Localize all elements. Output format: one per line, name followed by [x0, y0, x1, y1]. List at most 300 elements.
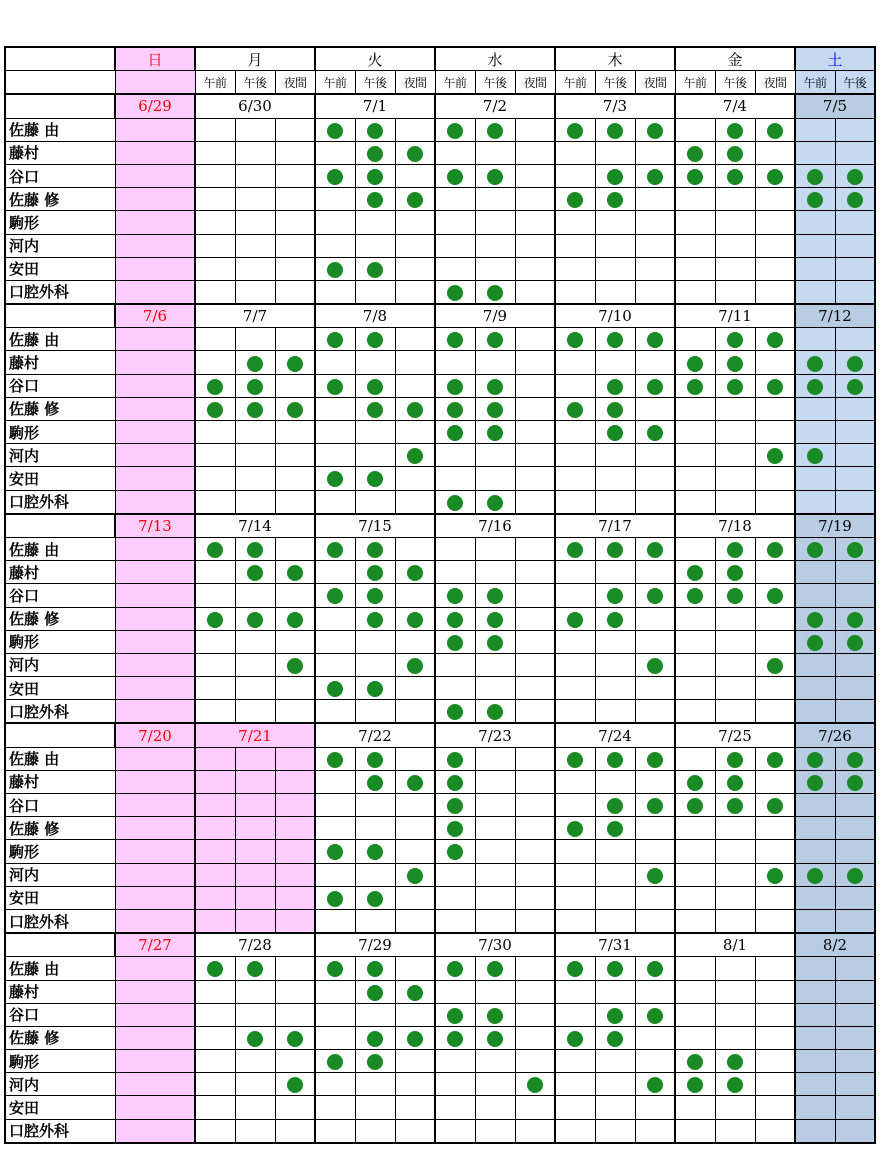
slot-cell — [675, 886, 715, 909]
duty-dot-icon — [847, 752, 863, 768]
duty-dot-icon — [487, 285, 503, 301]
slot-cell — [555, 630, 595, 653]
duty-dot-icon — [327, 471, 343, 487]
slot-cell — [275, 794, 315, 817]
slot-cell — [715, 141, 755, 164]
slot-cell — [755, 957, 795, 980]
slot-cell — [315, 700, 355, 724]
staff-name: 藤村 — [5, 141, 115, 164]
slot-cell — [515, 630, 555, 653]
slot-cell — [515, 421, 555, 444]
slot-cell — [475, 1119, 515, 1143]
slot-cell — [435, 770, 475, 793]
duty-dot-icon — [647, 961, 663, 977]
sun-cell — [115, 561, 195, 584]
slot-cell — [235, 630, 275, 653]
date-sun: 7/13 — [115, 514, 195, 538]
slot-cell — [195, 584, 235, 607]
slot-cell — [715, 909, 755, 933]
slot-cell — [515, 770, 555, 793]
duty-dot-icon — [207, 542, 223, 558]
slot-cell — [595, 863, 635, 886]
sat-slot-cell — [795, 328, 835, 351]
sat-slot-cell — [835, 328, 875, 351]
slot-cell — [715, 863, 755, 886]
slot-cell — [715, 537, 755, 560]
slot-cell — [195, 280, 235, 304]
slot-cell — [275, 280, 315, 304]
slot-cell — [555, 444, 595, 467]
duty-dot-icon — [847, 542, 863, 558]
slot-cell — [555, 467, 595, 490]
duty-dot-icon — [647, 123, 663, 139]
duty-dot-icon — [727, 1054, 743, 1070]
sun-cell — [115, 957, 195, 980]
staff-name: 佐藤 由 — [5, 118, 115, 141]
slot-cell — [195, 863, 235, 886]
duty-dot-icon — [607, 425, 623, 441]
sat-slot-cell — [835, 1096, 875, 1119]
duty-dot-icon — [367, 844, 383, 860]
week-date-row — [5, 933, 875, 957]
slot-cell — [515, 234, 555, 257]
slot-cell — [755, 444, 795, 467]
slot-cell — [235, 1096, 275, 1119]
sun-cell — [115, 351, 195, 374]
slot-cell — [635, 467, 675, 490]
slot-cell — [635, 1003, 675, 1026]
slot-cell — [515, 677, 555, 700]
staff-name: 口腔外科 — [5, 700, 115, 724]
sat-slot-cell — [835, 421, 875, 444]
slot-cell — [755, 630, 795, 653]
staff-row — [5, 537, 875, 560]
sun-cell — [115, 444, 195, 467]
duty-dot-icon — [487, 961, 503, 977]
slot-cell — [515, 980, 555, 1003]
duty-dot-icon — [807, 379, 823, 395]
duty-dot-icon — [647, 169, 663, 185]
slot-cell — [475, 188, 515, 211]
duty-dot-icon — [687, 356, 703, 372]
slot-cell — [475, 980, 515, 1003]
slot-cell — [355, 677, 395, 700]
date-sat: 7/12 — [795, 304, 875, 328]
duty-dot-icon — [367, 379, 383, 395]
duty-dot-icon — [287, 1031, 303, 1047]
slot-cell — [235, 1003, 275, 1026]
slot-cell — [315, 490, 355, 514]
slot-cell — [555, 1026, 595, 1049]
slot-cell — [515, 257, 555, 280]
date-sat: 8/2 — [795, 933, 875, 957]
staff-name: 谷口 — [5, 374, 115, 397]
sun-cell — [115, 863, 195, 886]
slot-cell — [515, 1050, 555, 1073]
slot-cell — [195, 397, 235, 420]
duty-dot-icon — [647, 868, 663, 884]
sun-cell — [115, 397, 195, 420]
slot-cell — [555, 490, 595, 514]
duty-dot-icon — [247, 612, 263, 628]
slot-cell — [635, 794, 675, 817]
slot-cell — [275, 1003, 315, 1026]
slot-cell — [515, 700, 555, 724]
slot-cell — [195, 677, 235, 700]
slot-cell — [395, 817, 435, 840]
sun-cell — [115, 421, 195, 444]
slot-cell — [195, 653, 235, 676]
sun-cell — [115, 257, 195, 280]
slot-cell — [275, 374, 315, 397]
slot-cell — [395, 630, 435, 653]
date-cell: 7/28 — [195, 933, 315, 957]
slot-cell — [595, 118, 635, 141]
slot-cell — [355, 351, 395, 374]
slot-cell — [595, 1026, 635, 1049]
slot-cell — [435, 700, 475, 724]
slot-cell — [275, 397, 315, 420]
duty-dot-icon — [647, 332, 663, 348]
slot-cell — [475, 584, 515, 607]
slot-cell — [435, 234, 475, 257]
slot-cell — [715, 957, 755, 980]
slot-cell — [555, 840, 595, 863]
duty-dot-icon — [447, 635, 463, 651]
duty-dot-icon — [807, 542, 823, 558]
sat-slot-cell — [835, 141, 875, 164]
slot-cell — [595, 164, 635, 187]
slot-cell — [635, 980, 675, 1003]
slot-cell — [675, 863, 715, 886]
staff-row — [5, 164, 875, 187]
sun-cell — [115, 677, 195, 700]
slot-cell — [355, 164, 395, 187]
slot-cell — [315, 677, 355, 700]
date-cell: 7/16 — [435, 514, 555, 538]
slot-cell — [755, 886, 795, 909]
slot-cell — [675, 1026, 715, 1049]
slot-cell — [395, 141, 435, 164]
slot-cell — [555, 374, 595, 397]
duty-dot-icon — [767, 798, 783, 814]
staff-name: 駒形 — [5, 211, 115, 234]
slot-cell — [355, 374, 395, 397]
slot-label: 午後 — [715, 71, 755, 95]
staff-row — [5, 630, 875, 653]
slot-cell — [315, 444, 355, 467]
sat-slot-cell — [795, 561, 835, 584]
slot-cell — [195, 817, 235, 840]
slot-cell — [395, 957, 435, 980]
slot-cell — [355, 863, 395, 886]
slot-cell — [315, 1003, 355, 1026]
slot-cell — [755, 188, 795, 211]
duty-dot-icon — [407, 402, 423, 418]
slot-label: 夜間 — [635, 71, 675, 95]
duty-dot-icon — [567, 752, 583, 768]
sat-slot-cell — [835, 747, 875, 770]
slot-cell — [635, 234, 675, 257]
slot-cell — [315, 188, 355, 211]
slot-cell — [635, 770, 675, 793]
slot-cell — [555, 351, 595, 374]
sat-slot-cell — [795, 1119, 835, 1143]
slot-cell — [515, 118, 555, 141]
sat-slot-cell — [795, 677, 835, 700]
slot-cell — [755, 700, 795, 724]
sun-cell — [115, 794, 195, 817]
slot-cell — [715, 1050, 755, 1073]
slot-cell — [355, 561, 395, 584]
slot-cell — [395, 118, 435, 141]
duty-dot-icon — [767, 658, 783, 674]
slot-cell — [355, 397, 395, 420]
day-label: 火 — [315, 47, 435, 71]
slot-cell — [595, 886, 635, 909]
slot-cell — [475, 957, 515, 980]
staff-row — [5, 653, 875, 676]
duty-dot-icon — [767, 123, 783, 139]
duty-dot-icon — [567, 332, 583, 348]
duty-dot-icon — [367, 752, 383, 768]
slot-cell — [595, 188, 635, 211]
date-cell: 7/14 — [195, 514, 315, 538]
duty-dot-icon — [687, 379, 703, 395]
slot-cell — [235, 490, 275, 514]
duty-dot-icon — [447, 588, 463, 604]
duty-dot-icon — [807, 448, 823, 464]
duty-dot-icon — [447, 379, 463, 395]
date-cell: 7/1 — [315, 94, 435, 118]
duty-dot-icon — [607, 402, 623, 418]
slot-cell — [235, 1073, 275, 1096]
staff-name: 口腔外科 — [5, 909, 115, 933]
date-cell: 7/23 — [435, 723, 555, 747]
staff-name: 佐藤 由 — [5, 328, 115, 351]
date-cell: 7/2 — [435, 94, 555, 118]
slot-cell — [595, 374, 635, 397]
slot-cell — [195, 840, 235, 863]
staff-row — [5, 444, 875, 467]
duty-dot-icon — [447, 821, 463, 837]
staff-row — [5, 886, 875, 909]
duty-dot-icon — [807, 612, 823, 628]
slot-cell — [355, 1003, 395, 1026]
slot-cell — [515, 607, 555, 630]
slot-cell — [275, 118, 315, 141]
slot-cell — [595, 234, 635, 257]
duty-dot-icon — [727, 379, 743, 395]
staff-row — [5, 1119, 875, 1143]
staff-row — [5, 397, 875, 420]
slot-cell — [515, 957, 555, 980]
staff-row — [5, 374, 875, 397]
staff-name: 佐藤 由 — [5, 537, 115, 560]
day-label-sun: 日 — [115, 47, 195, 71]
slot-cell — [435, 421, 475, 444]
date-cell: 6/30 — [195, 94, 315, 118]
slot-cell — [555, 770, 595, 793]
slot-cell — [235, 537, 275, 560]
slot-cell — [315, 607, 355, 630]
date-cell: 7/10 — [555, 304, 675, 328]
sat-slot-cell — [795, 630, 835, 653]
slot-cell — [475, 700, 515, 724]
staff-row — [5, 211, 875, 234]
slot-cell — [435, 747, 475, 770]
staff-name: 駒形 — [5, 1050, 115, 1073]
slot-cell — [235, 257, 275, 280]
sat-slot-cell — [795, 653, 835, 676]
sat-slot-cell — [835, 374, 875, 397]
slot-cell — [395, 211, 435, 234]
slot-cell — [475, 909, 515, 933]
slot-label: 午前 — [195, 71, 235, 95]
slot-label: 午前 — [795, 71, 835, 95]
slot-cell — [435, 1003, 475, 1026]
slot-cell — [435, 280, 475, 304]
slot-cell — [635, 374, 675, 397]
duty-dot-icon — [607, 379, 623, 395]
slot-cell — [275, 980, 315, 1003]
slot-cell — [555, 794, 595, 817]
slot-cell — [715, 840, 755, 863]
slot-cell — [235, 794, 275, 817]
sun-cell — [115, 700, 195, 724]
duty-dot-icon — [607, 612, 623, 628]
slot-cell — [315, 653, 355, 676]
duty-dot-icon — [487, 704, 503, 720]
duty-dot-icon — [807, 356, 823, 372]
slot-cell — [195, 1096, 235, 1119]
slot-cell — [755, 747, 795, 770]
slot-cell — [595, 1003, 635, 1026]
duty-dot-icon — [567, 123, 583, 139]
sat-slot-cell — [795, 747, 835, 770]
slot-cell — [235, 840, 275, 863]
slot-cell — [635, 188, 675, 211]
slot-cell — [315, 794, 355, 817]
duty-dot-icon — [447, 402, 463, 418]
slot-cell — [555, 1119, 595, 1143]
slot-cell — [595, 467, 635, 490]
duty-dot-icon — [367, 891, 383, 907]
slot-cell — [275, 886, 315, 909]
duty-dot-icon — [447, 752, 463, 768]
date-cell: 7/8 — [315, 304, 435, 328]
slot-cell — [635, 118, 675, 141]
day-label: 月 — [195, 47, 315, 71]
slot-cell — [635, 584, 675, 607]
slot-cell — [395, 1096, 435, 1119]
slot-cell — [475, 1003, 515, 1026]
staff-name: 安田 — [5, 1096, 115, 1119]
slot-cell — [555, 211, 595, 234]
slot-cell — [195, 257, 235, 280]
slot-cell — [395, 840, 435, 863]
week-date-row — [5, 514, 875, 538]
slot-cell — [555, 957, 595, 980]
slot-cell — [755, 374, 795, 397]
slot-cell — [515, 747, 555, 770]
sat-slot-cell — [795, 957, 835, 980]
slot-cell — [675, 234, 715, 257]
slot-cell — [715, 700, 755, 724]
slot-cell — [235, 188, 275, 211]
slot-cell — [595, 980, 635, 1003]
slot-cell — [595, 840, 635, 863]
slot-cell — [675, 561, 715, 584]
duty-dot-icon — [767, 379, 783, 395]
slot-cell — [515, 188, 555, 211]
slot-cell — [435, 444, 475, 467]
slot-cell — [755, 164, 795, 187]
sun-cell — [115, 747, 195, 770]
slot-cell — [475, 164, 515, 187]
day-label: 金 — [675, 47, 795, 71]
sat-slot-cell — [795, 700, 835, 724]
slot-cell — [275, 1026, 315, 1049]
slot-cell — [715, 211, 755, 234]
date-sun: 6/29 — [115, 94, 195, 118]
slot-cell — [355, 794, 395, 817]
staff-name: 河内 — [5, 444, 115, 467]
staff-row — [5, 1026, 875, 1049]
slot-cell — [395, 1026, 435, 1049]
slot-cell — [195, 607, 235, 630]
slot-cell — [755, 653, 795, 676]
slot-cell — [595, 1119, 635, 1143]
slot-cell — [355, 980, 395, 1003]
slot-cell — [275, 188, 315, 211]
sat-slot-cell — [835, 490, 875, 514]
date-cell: 7/30 — [435, 933, 555, 957]
staff-row — [5, 490, 875, 514]
slot-cell — [515, 1073, 555, 1096]
slot-cell — [715, 257, 755, 280]
sat-slot-cell — [795, 188, 835, 211]
slot-cell — [755, 1096, 795, 1119]
staff-row — [5, 607, 875, 630]
duty-dot-icon — [687, 798, 703, 814]
duty-schedule-table — [4, 46, 876, 1144]
slot-cell — [635, 1096, 675, 1119]
sat-slot-cell — [835, 794, 875, 817]
slot-cell — [475, 1050, 515, 1073]
slot-cell — [275, 1119, 315, 1143]
slot-cell — [675, 280, 715, 304]
sat-slot-cell — [795, 537, 835, 560]
duty-dot-icon — [767, 332, 783, 348]
duty-dot-icon — [367, 146, 383, 162]
slot-cell — [675, 467, 715, 490]
staff-name: 佐藤 由 — [5, 957, 115, 980]
duty-dot-icon — [487, 169, 503, 185]
slot-cell — [435, 863, 475, 886]
slot-cell — [475, 280, 515, 304]
slot-cell — [515, 886, 555, 909]
slot-cell — [195, 957, 235, 980]
slot-cell — [315, 1096, 355, 1119]
slot-cell — [715, 653, 755, 676]
slot-cell — [475, 421, 515, 444]
duty-dot-icon — [567, 1031, 583, 1047]
duty-dot-icon — [567, 542, 583, 558]
duty-dot-icon — [327, 891, 343, 907]
slot-cell — [195, 328, 235, 351]
duty-dot-icon — [287, 402, 303, 418]
